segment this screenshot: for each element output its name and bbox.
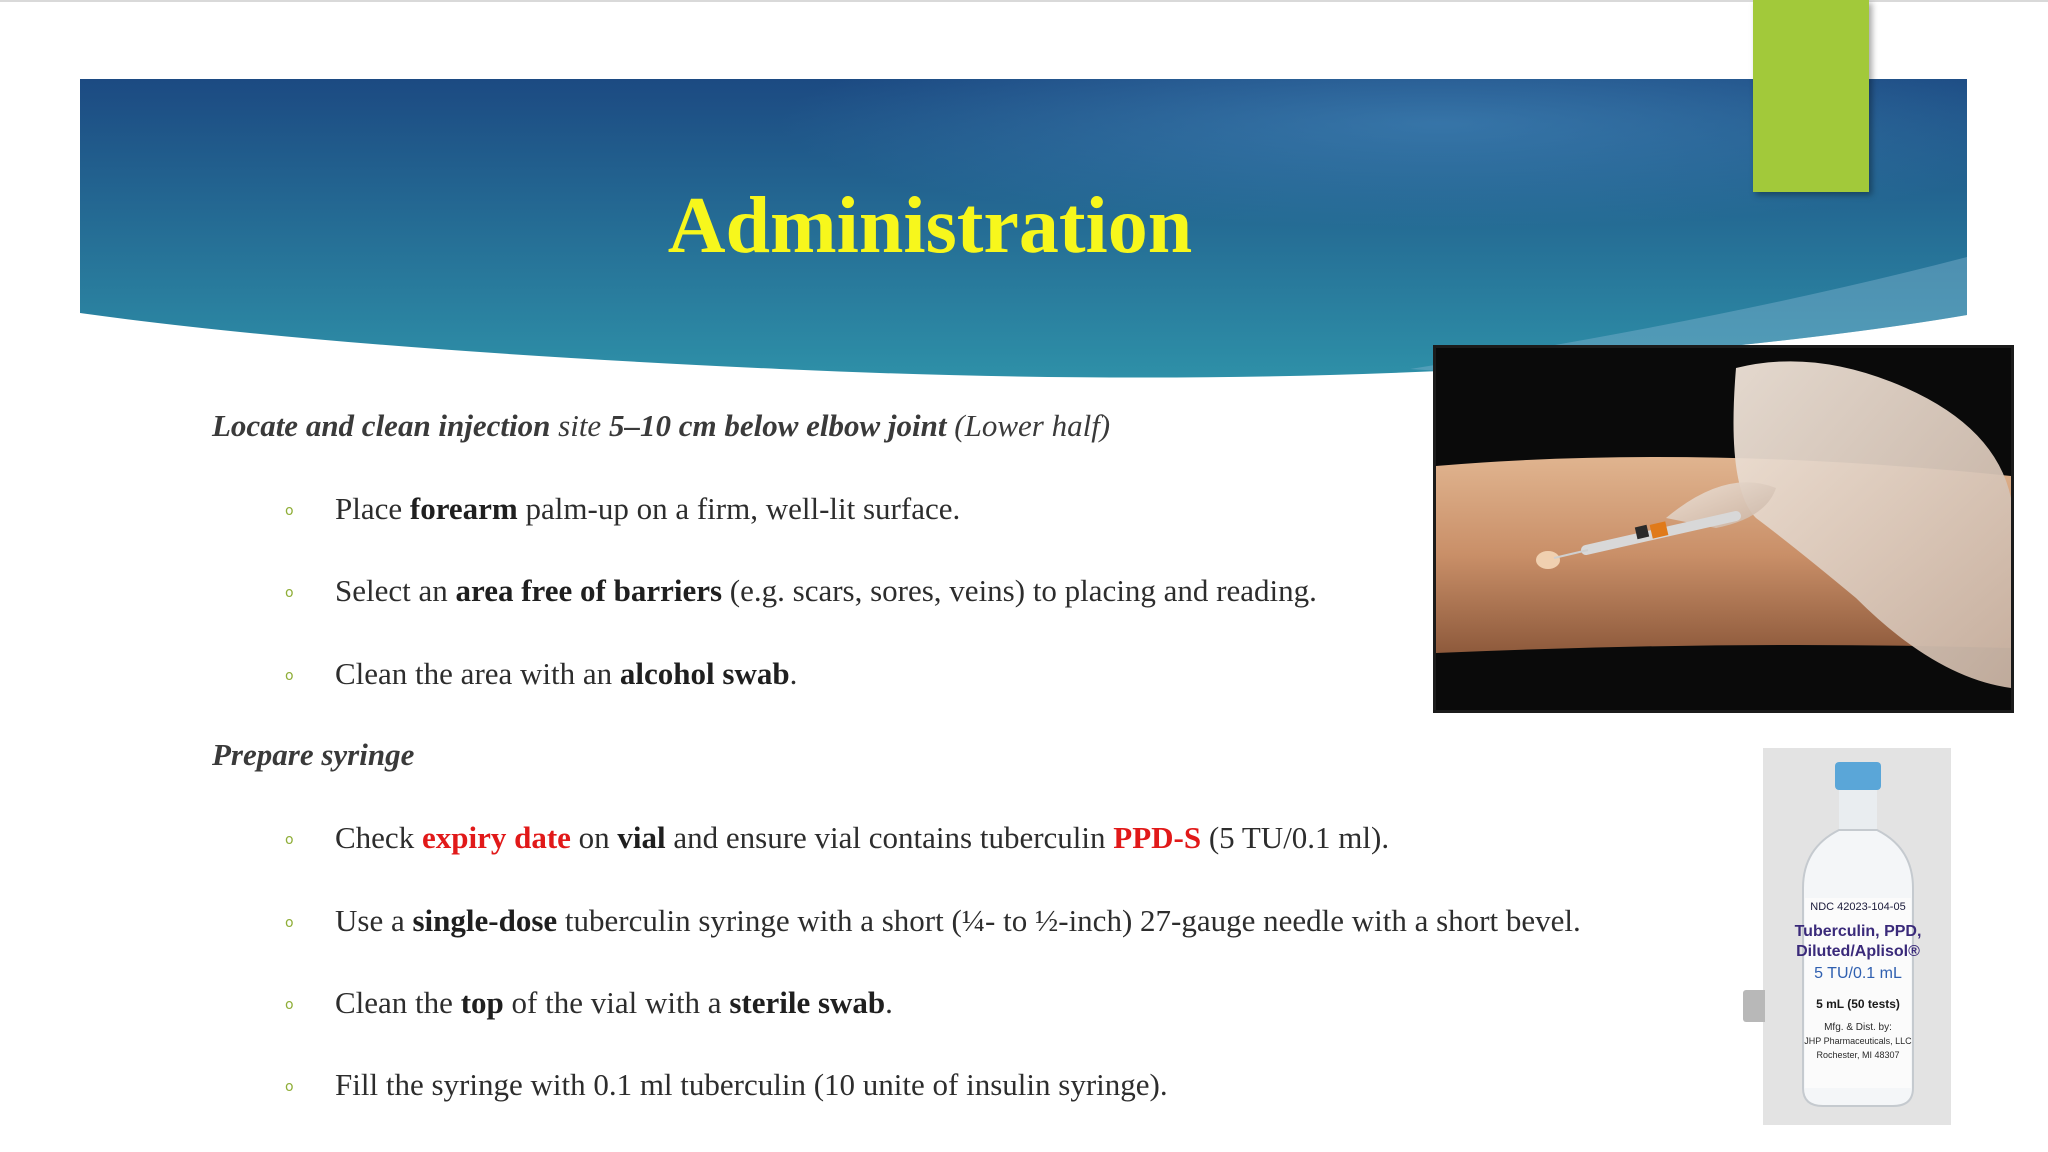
heading-bold-text: Locate and clean injection [212, 408, 551, 443]
bold-run: sterile swab [729, 985, 886, 1020]
text-run: (5 TU/0.1 ml). [1201, 820, 1390, 855]
text-run: Use a [335, 903, 413, 938]
bold-run: area free of barriers [455, 573, 723, 608]
text-run: Clean the [335, 985, 461, 1020]
vial-mfg-line1: Mfg. & Dist. by: [1824, 1022, 1892, 1033]
text-run: Fill the syringe with 0.1 ml tuberculin (10 unite of insulin syringe). [335, 1067, 1168, 1102]
text-run: Check [335, 820, 422, 855]
bullet-marker-icon: o [285, 585, 294, 601]
text-run: tuberculin syringe with a short (¼- to ½-inch) 27-gauge needle with a short bevel. [557, 903, 1581, 938]
text-run: . [885, 985, 893, 1020]
text-run: Select an [335, 573, 456, 608]
bullet-marker-icon: o [285, 832, 294, 848]
heading-regular-text: (Lower half) [946, 408, 1111, 443]
bullet-marker-icon: o [285, 915, 294, 931]
text-run: Place [335, 491, 410, 526]
green-accent-block [1753, 0, 1869, 192]
bold-run: top [460, 985, 504, 1020]
bullet-text [335, 818, 1389, 858]
vial-name-line2: Diluted/Aplisol® [1796, 943, 1920, 960]
bold-run: vial [617, 820, 666, 855]
forearm-injection-illustration [1436, 348, 2011, 710]
vial-volume-text: 5 mL (50 tests) [1816, 997, 1900, 1011]
injection-photo [1433, 345, 2014, 713]
bullet-marker-icon: o [285, 1079, 294, 1095]
highlight-run: expiry date [421, 820, 571, 855]
bullet-text [335, 983, 893, 1023]
bullet-text [335, 654, 797, 694]
text-run: and ensure vial contains tuberculin [665, 820, 1114, 855]
bullet-marker-icon: o [285, 668, 294, 684]
text-run: of the vial with a [503, 985, 730, 1020]
vial-illustration [1763, 748, 1951, 1125]
bold-run: forearm [409, 491, 518, 526]
slide-title: Administration [667, 182, 1193, 270]
bullet-text [335, 571, 1317, 611]
highlight-run: PPD-S [1113, 820, 1202, 855]
heading-regular-text: site [550, 408, 609, 443]
text-run: (e.g. scars, sores, veins) to placing and reading. [722, 573, 1317, 608]
side-scroll-tab[interactable] [1743, 990, 1765, 1022]
text-run: on [570, 820, 618, 855]
vial-mfg-line3: Rochester, MI 48307 [1816, 1050, 1900, 1060]
bold-run: single-dose [412, 903, 558, 938]
vial-mfg-line2: JHP Pharmaceuticals, LLC [1804, 1036, 1912, 1046]
vial-name-line1: Tuberculin, PPD, [1794, 923, 1922, 940]
tuberculin-vial-photo [1763, 748, 1951, 1125]
bullet-text [335, 489, 960, 529]
vial-ndc-text: NDC 42023-104-05 [1810, 901, 1906, 913]
bullet-text [335, 901, 1581, 941]
top-border-line [0, 0, 2048, 2]
bullet-marker-icon: o [285, 503, 294, 519]
text-run: palm-up on a firm, well-lit surface. [517, 491, 961, 526]
heading-bold-text: Prepare syringe [212, 737, 415, 772]
section-heading-prepare-syringe [212, 735, 414, 775]
bullet-text [335, 1065, 1168, 1105]
heading-bold-text: 5–10 cm below elbow joint [608, 408, 947, 443]
text-run: . [789, 656, 798, 691]
vial-dose-text: 5 TU/0.1 mL [1814, 965, 1902, 982]
section-heading-locate-site [212, 406, 1110, 446]
bold-run: alcohol swab [619, 656, 790, 691]
text-run: Clean the area with an [335, 656, 620, 691]
bullet-marker-icon: o [285, 997, 294, 1013]
